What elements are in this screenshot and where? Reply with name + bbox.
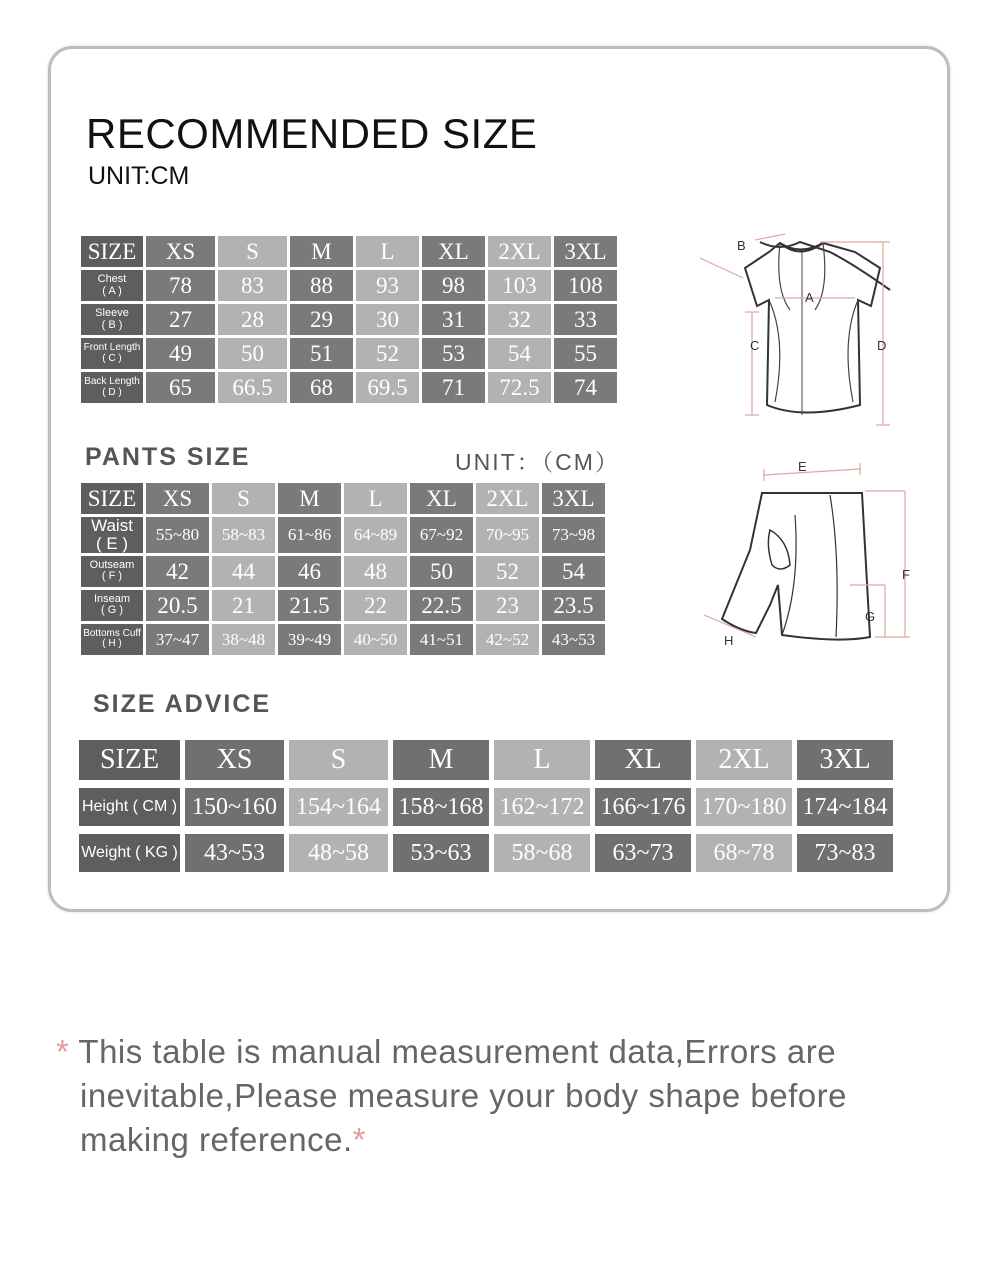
table-cell: 71 xyxy=(422,372,485,403)
row-label-weight: Weight ( KG ) xyxy=(79,834,180,872)
size-2xl: 2XL xyxy=(488,236,551,267)
table-cell: 55~80 xyxy=(146,517,209,553)
row-label-bottoms-cuff: Bottoms Cuff ( H ) xyxy=(81,624,143,655)
table-header-row xyxy=(81,483,605,514)
table-cell: 50 xyxy=(410,556,473,587)
table-cell: 58~68 xyxy=(494,834,590,872)
table-cell: 158~168 xyxy=(393,788,489,826)
table-cell: 51 xyxy=(290,338,353,369)
size-header: SIZE xyxy=(81,483,143,514)
table-cell: 21 xyxy=(212,590,275,621)
table-row xyxy=(79,834,893,872)
table-cell: 166~176 xyxy=(595,788,691,826)
table-cell: 31 xyxy=(422,304,485,335)
table-cell: 50 xyxy=(218,338,287,369)
table-row xyxy=(81,556,605,587)
size-xl: XL xyxy=(422,236,485,267)
table-cell: 67~92 xyxy=(410,517,473,553)
table-cell: 83 xyxy=(218,270,287,301)
size-xs: XS xyxy=(146,483,209,514)
pants-diagram xyxy=(700,455,920,655)
table-cell: 22 xyxy=(344,590,407,621)
row-label-front-length: Front Length ( C ) xyxy=(81,338,143,369)
table-cell: 88 xyxy=(290,270,353,301)
table-row xyxy=(81,338,617,369)
table-row xyxy=(81,270,617,301)
advice-section-title: SIZE ADVICE xyxy=(93,690,272,718)
unit-label: UNIT:CM xyxy=(88,162,190,190)
note-line-1: This table is manual measurement data,Errors are xyxy=(78,1033,837,1070)
table-cell: 162~172 xyxy=(494,788,590,826)
diagram-label-b: B xyxy=(737,238,746,253)
note-line-3: making reference. xyxy=(80,1121,353,1158)
table-cell: 150~160 xyxy=(185,788,284,826)
table-cell: 72.5 xyxy=(488,372,551,403)
table-cell: 52 xyxy=(476,556,539,587)
table-cell: 69.5 xyxy=(356,372,419,403)
diagram-label-h: H xyxy=(724,633,734,648)
table-row xyxy=(81,372,617,403)
size-3xl: 3XL xyxy=(797,740,893,780)
table-header-row xyxy=(81,236,617,267)
page-title: RECOMMENDED SIZE xyxy=(86,110,538,157)
table-cell: 39~49 xyxy=(278,624,341,655)
diagram-label-f: F xyxy=(902,567,910,582)
row-label-chest: Chest ( A ) xyxy=(81,270,143,301)
diagram-label-c: C xyxy=(750,338,760,353)
table-cell: 20.5 xyxy=(146,590,209,621)
table-cell: 23.5 xyxy=(542,590,605,621)
size-m: M xyxy=(278,483,341,514)
row-label-waist: Waist ( E ) xyxy=(81,517,143,553)
table-cell: 54 xyxy=(488,338,551,369)
size-2xl: 2XL xyxy=(476,483,539,514)
table-cell: 108 xyxy=(554,270,617,301)
size-m: M xyxy=(393,740,489,780)
row-label-sleeve: Sleeve ( B ) xyxy=(81,304,143,335)
table-cell: 154~164 xyxy=(289,788,388,826)
table-cell: 61~86 xyxy=(278,517,341,553)
table-cell: 65 xyxy=(146,372,215,403)
table-cell: 28 xyxy=(218,304,287,335)
table-cell: 70~95 xyxy=(476,517,539,553)
table-cell: 68~78 xyxy=(696,834,792,872)
size-l: L xyxy=(494,740,590,780)
table-cell: 174~184 xyxy=(797,788,893,826)
diagram-label-g: G xyxy=(865,609,876,624)
table-row xyxy=(81,517,605,553)
size-m: M xyxy=(290,236,353,267)
table-cell: 21.5 xyxy=(278,590,341,621)
table-cell: 54 xyxy=(542,556,605,587)
table-row xyxy=(81,624,605,655)
jersey-diagram xyxy=(695,230,900,430)
row-label-back-length: Back Length ( D ) xyxy=(81,372,143,403)
row-label-height: Height ( CM ) xyxy=(79,788,180,826)
size-header: SIZE xyxy=(81,236,143,267)
row-label-inseam: Inseam ( G ) xyxy=(81,590,143,621)
size-2xl: 2XL xyxy=(696,740,792,780)
table-cell: 103 xyxy=(488,270,551,301)
table-cell: 30 xyxy=(356,304,419,335)
diagram-label-e: E xyxy=(798,459,807,474)
table-cell: 29 xyxy=(290,304,353,335)
size-xl: XL xyxy=(410,483,473,514)
table-cell: 43~53 xyxy=(542,624,605,655)
table-cell: 170~180 xyxy=(696,788,792,826)
size-l: L xyxy=(344,483,407,514)
table-cell: 48~58 xyxy=(289,834,388,872)
table-cell: 98 xyxy=(422,270,485,301)
note-line-2: inevitable,Please measure your body shape before xyxy=(80,1077,847,1114)
table-cell: 37~47 xyxy=(146,624,209,655)
table-cell: 53~63 xyxy=(393,834,489,872)
table-row xyxy=(79,788,893,826)
table-cell: 55 xyxy=(554,338,617,369)
table-cell: 43~53 xyxy=(185,834,284,872)
size-xs: XS xyxy=(185,740,284,780)
table-cell: 40~50 xyxy=(344,624,407,655)
table-cell: 41~51 xyxy=(410,624,473,655)
diagram-label-a: A xyxy=(805,290,814,305)
table-cell: 49 xyxy=(146,338,215,369)
size-xs: XS xyxy=(146,236,215,267)
table-cell: 22.5 xyxy=(410,590,473,621)
row-label-outseam: Outseam ( F ) xyxy=(81,556,143,587)
table-cell: 52 xyxy=(356,338,419,369)
pants-unit-label: UNIT：（CM） xyxy=(455,449,620,475)
table-row xyxy=(81,590,605,621)
table-cell: 32 xyxy=(488,304,551,335)
table-cell: 23 xyxy=(476,590,539,621)
size-xl: XL xyxy=(595,740,691,780)
table-cell: 78 xyxy=(146,270,215,301)
table-cell: 27 xyxy=(146,304,215,335)
table-cell: 66.5 xyxy=(218,372,287,403)
table-cell: 64~89 xyxy=(344,517,407,553)
measurement-disclaimer xyxy=(56,1030,956,1162)
size-s: S xyxy=(218,236,287,267)
size-header: SIZE xyxy=(79,740,180,780)
table-cell: 93 xyxy=(356,270,419,301)
table-cell: 63~73 xyxy=(595,834,691,872)
size-advice-table xyxy=(74,732,898,880)
table-cell: 46 xyxy=(278,556,341,587)
table-cell: 58~83 xyxy=(212,517,275,553)
table-cell: 73~98 xyxy=(542,517,605,553)
jersey-size-table xyxy=(78,233,620,406)
size-3xl: 3XL xyxy=(554,236,617,267)
table-cell: 42 xyxy=(146,556,209,587)
size-s: S xyxy=(212,483,275,514)
size-s: S xyxy=(289,740,388,780)
note-star-end: * xyxy=(352,1121,366,1158)
size-3xl: 3XL xyxy=(542,483,605,514)
note-star: * xyxy=(56,1033,70,1070)
table-cell: 74 xyxy=(554,372,617,403)
table-header-row xyxy=(79,740,893,780)
table-cell: 48 xyxy=(344,556,407,587)
pants-size-table xyxy=(78,480,608,658)
table-cell: 53 xyxy=(422,338,485,369)
table-row xyxy=(81,304,617,335)
pants-section-title: PANTS SIZE xyxy=(85,443,251,471)
table-cell: 38~48 xyxy=(212,624,275,655)
table-cell: 73~83 xyxy=(797,834,893,872)
table-cell: 44 xyxy=(212,556,275,587)
size-l: L xyxy=(356,236,419,267)
table-cell: 33 xyxy=(554,304,617,335)
table-cell: 68 xyxy=(290,372,353,403)
diagram-label-d: D xyxy=(877,338,887,353)
table-cell: 42~52 xyxy=(476,624,539,655)
